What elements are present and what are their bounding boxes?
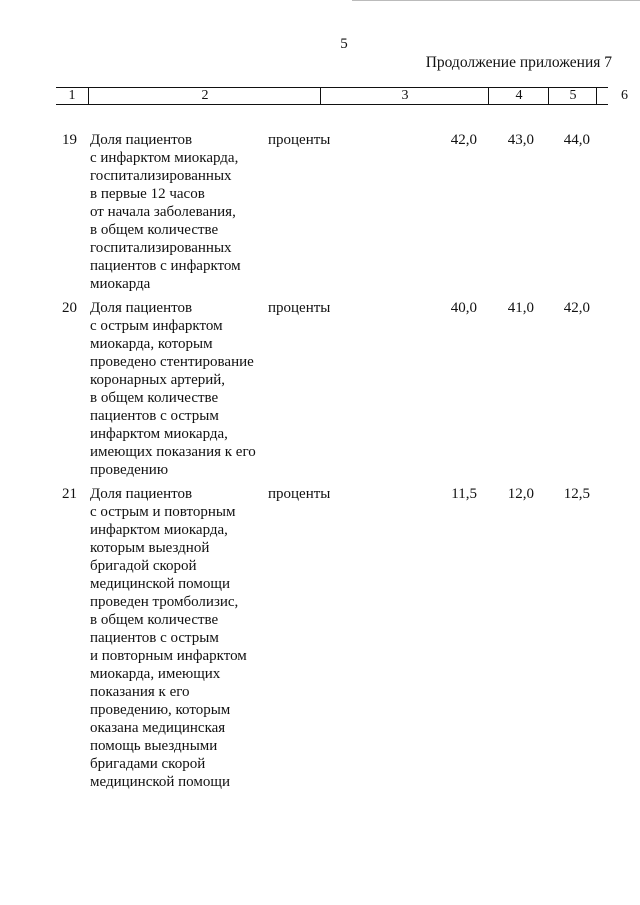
description-line: инфарктом миокарда, — [90, 522, 228, 538]
description-line: миокарда, которым — [90, 336, 213, 352]
column-header-6 — [596, 88, 628, 104]
description-line: госпитализированных — [90, 168, 232, 184]
unit-cell: проценты — [268, 132, 331, 148]
row-number: 19 — [62, 132, 77, 148]
description-line: госпитализированных — [90, 240, 232, 256]
description-line: медицинской помощи — [90, 774, 230, 790]
description-line: коронарных артерий, — [90, 372, 226, 388]
description-line: в общем количестве — [90, 612, 219, 628]
description-line: в общем количестве — [90, 390, 219, 406]
value-col-6: 44,0 — [563, 132, 590, 148]
value-col-5: 41,0 — [507, 300, 534, 316]
description-line: проведено стентирование — [90, 354, 254, 370]
value-col-5: 43,0 — [507, 132, 534, 148]
indicator-description — [90, 131, 265, 293]
description-line: в первые 12 часов — [90, 186, 205, 202]
continuation-label: Продолжение приложения 7 — [425, 54, 612, 71]
description-line: миокарда — [90, 276, 151, 292]
description-line: Доля пациентов — [90, 132, 193, 148]
unit-cell: проценты — [268, 486, 331, 502]
value-col-4: 11,5 — [451, 486, 477, 502]
description-line: от начала заболевания, — [90, 204, 236, 220]
description-line: помощь выездными — [90, 738, 218, 754]
value-col-4: 40,0 — [450, 300, 477, 316]
column-header-6-label: 6 — [621, 88, 628, 103]
description-line: пациентов с острым — [90, 630, 219, 646]
description-line: проведению, которым — [90, 702, 231, 718]
description-line: с инфарктом миокарда, — [90, 150, 239, 166]
top-edge-rule — [352, 0, 640, 1]
description-line: бригадами скорой — [90, 756, 206, 772]
description-line: миокарда, имеющих — [90, 666, 221, 682]
description-line: имеющих показания к его — [90, 444, 256, 460]
description-line: медицинской помощи — [90, 576, 230, 592]
description-line: в общем количестве — [90, 222, 219, 238]
header-bottom-rule — [56, 104, 608, 105]
value-col-6: 42,0 — [563, 300, 590, 316]
description-line: с острым и повторным — [90, 504, 236, 520]
description-line: с острым инфарктом — [90, 318, 223, 334]
description-line: проведен тромболизис, — [90, 594, 239, 610]
description-line: оказана медицинская — [90, 720, 226, 736]
value-col-5: 12,0 — [507, 486, 534, 502]
description-line: Доля пациентов — [90, 486, 193, 502]
indicator-description — [90, 299, 265, 479]
column-header-row — [56, 87, 628, 105]
column-header-1: 1 — [68, 88, 76, 103]
description-line: Доля пациентов — [90, 300, 193, 316]
description-line: бригадой скорой — [90, 558, 197, 574]
row-number: 21 — [62, 486, 77, 502]
description-line: проведению — [90, 462, 169, 478]
column-header-2: 2 — [88, 88, 321, 104]
column-header-4: 4 — [488, 88, 549, 104]
description-line: пациентов с инфарктом — [90, 258, 241, 274]
description-line: показания к его — [90, 684, 190, 700]
indicator-description — [90, 485, 265, 791]
column-header-3: 3 — [320, 88, 489, 104]
value-col-6: 12,5 — [563, 486, 590, 502]
row-number: 20 — [62, 300, 77, 316]
unit-cell: проценты — [268, 300, 331, 316]
description-line: пациентов с острым — [90, 408, 219, 424]
value-col-4: 42,0 — [450, 132, 477, 148]
description-line: и повторным инфарктом — [90, 648, 247, 664]
description-line: инфарктом миокарда, — [90, 426, 228, 442]
description-line: которым выездной — [90, 540, 210, 556]
column-header-5: 5 — [548, 88, 597, 104]
page-number: 5 — [340, 36, 348, 52]
